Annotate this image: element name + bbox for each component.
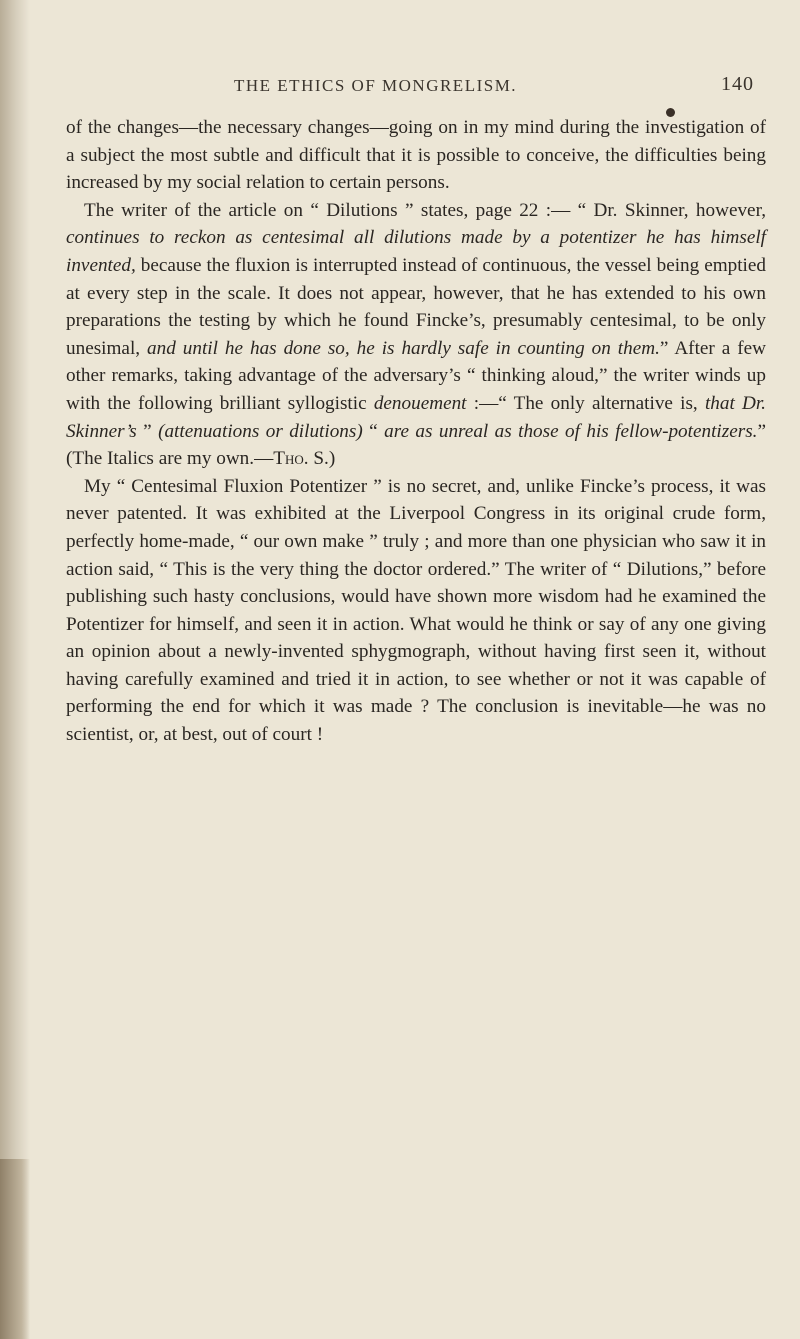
book-page: [66, 70, 766, 749]
paragraph-p3: [66, 473, 766, 749]
text-run: ”: [136, 420, 159, 442]
paragraph-p1: [66, 114, 766, 197]
italic-text: denouement: [373, 392, 467, 414]
paragraph-p2: [66, 197, 766, 473]
ink-spot-icon: [666, 108, 675, 117]
text-run: “: [362, 420, 385, 442]
binding-shadow: [0, 1159, 30, 1339]
text-run: The writer of the article on “ Dilutions ” states, page 22 :— “ Dr. Skinner, however,: [84, 199, 766, 221]
text-run: ” After a few other remarks, taking advantage of the adversary’s “ thinking aloud,” the writer winds up with the following brilliant syllogistic: [66, 337, 766, 414]
text-run: of the changes—the necessary changes—going on in my mind during the investigation of a subject the most subtle and difficult that it is possible to conceive, the difficulties being increased by my social relation to certain persons.: [66, 117, 766, 194]
italic-text: and until he has done so, he is hardly safe in counting on them.: [147, 337, 660, 359]
italic-text: that Dr. Skinner’s: [66, 392, 766, 442]
italic-text: are as unreal as those of his fellow-potentizers.: [384, 420, 758, 442]
text-run: My “ Centesimal Fluxion Potentizer ” is no secret, and, unlike Fincke’s process, it was never patented. It was exhibited at the Liverpool Congress in its original crude form, perfectly home-made, “ our own make ” truly ; and more than one physician who saw it in action said, “ This is the very thing the doctor ordered.” The writer of “ Dilutions,” before publishing such hasty conclusions, would have shown more wisdom had he examined the Potentizer for himself, and seen it in action. What would he think or say of any one giving an opinion about a newly-invented sphygmograph, without having first seen it, without having carefully examined and tried it in action, to see whether or not it was capable of performing the end for which it was made ? The conclusion is inevitable—he was no scientist, or, at best, out of court !: [66, 475, 766, 746]
body-text: [66, 114, 766, 749]
small-caps-text: Tho: [273, 448, 304, 470]
text-run: . S.): [303, 448, 336, 470]
page-number: 140: [721, 73, 754, 95]
text-run: :—“ The only alternative is,: [466, 392, 705, 414]
italic-text: (attenuations or dilutions): [158, 420, 363, 442]
running-title: THE ETHICS OF MONGRELISM.: [234, 76, 518, 95]
italic-text: continues to reckon as centesimal all dilutions made by a potentizer he has himself invented,: [66, 227, 766, 276]
binding-gutter: [0, 0, 30, 1339]
text-run: because the fluxion is interrupted instead of continuous, the vessel being emptied at every step in the scale. It does not appear, however, that he has extended to his own preparations the testing by which he found Fincke’s, presumably centesimal, to be only unesimal,: [66, 254, 766, 359]
text-run: ” (The Italics are my own.—: [66, 420, 766, 470]
running-header: [66, 70, 766, 110]
